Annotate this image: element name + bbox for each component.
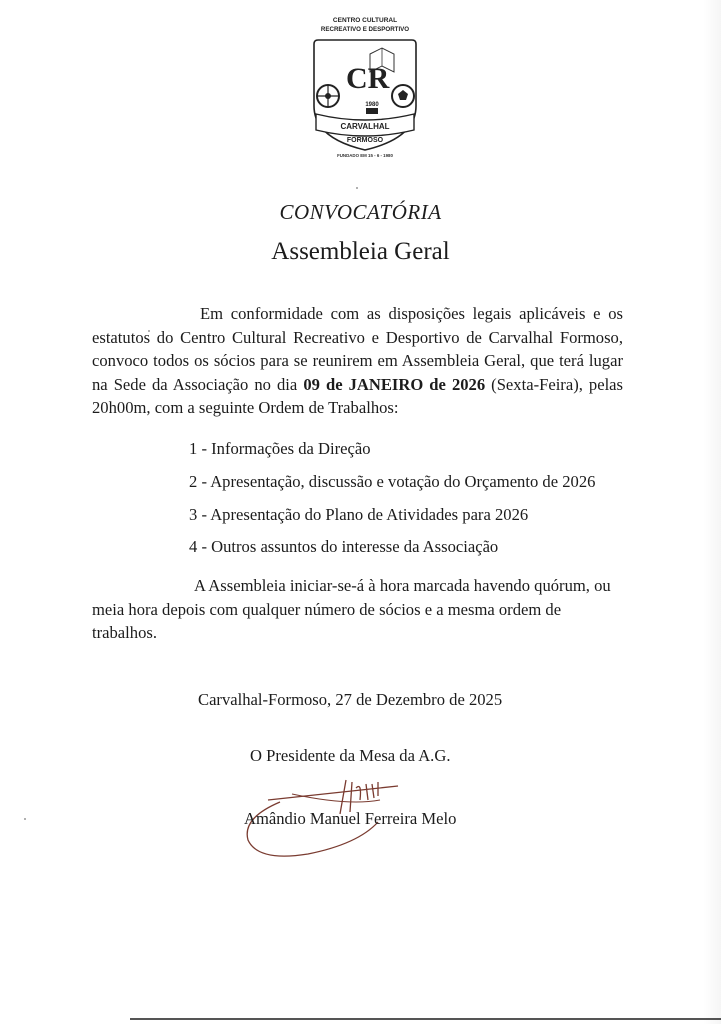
intro-text-end: (Sexta-Feira), pelas 20h00m, com a seguinte Ordem de Trabalhos: [92, 374, 623, 418]
agenda-item: 2 - Apresentação, discussão e votação do Orçamento de 2026 [189, 471, 596, 491]
closing-text: A Assembleia iniciar-se-á à hora marcada havendo quórum, ou meia hora depois com qualquer número de sócios e a mesma ordem de trabalhos. [92, 576, 611, 643]
logo-ribbon-text-1: CARVALHAL [340, 122, 390, 131]
agenda-list [189, 438, 595, 569]
place-and-date: Carvalhal-Formoso, 27 de Dezembro de 2025 [198, 690, 503, 709]
association-logo [300, 10, 430, 160]
document-title: CONVOCATÓRIA [279, 200, 442, 224]
logo-emblem [300, 10, 430, 160]
logo-ribbon-text-2: FORMOSO [346, 137, 384, 144]
logo-top-text-2: RECREATIVO E DESPORTIVO [320, 26, 410, 33]
logo-top-text-1: CENTRO CULTURAL [332, 17, 398, 24]
agenda-item: 4 - Outros assuntos do interesse da Associação [189, 537, 499, 557]
signer-name: Amândio Manuel Ferreira Melo [244, 809, 457, 828]
flag-icon [366, 108, 378, 114]
logo-year: 1980 [365, 102, 379, 108]
scan-speck [356, 187, 358, 189]
signer-role: O Presidente da Mesa da A.G. [250, 746, 451, 765]
monogram-icon: CR [346, 62, 390, 95]
scan-shadow [703, 0, 721, 1024]
convocation-paragraph [92, 302, 623, 420]
document-subtitle: Assembleia Geral [271, 238, 450, 265]
closing-paragraph [92, 574, 623, 645]
scan-speck [24, 818, 26, 820]
agenda-item: 1 - Informações da Direção [189, 439, 371, 458]
agenda-item: 3 - Apresentação do Plano de Atividades para 2026 [189, 504, 529, 524]
scan-edge-line [130, 1018, 721, 1020]
logo-founded-text: FUNDADO EM 15 - 6 - 1980 [337, 153, 393, 158]
intro-text-start: Em conformidade com as disposições legais aplicáveis e os estatutos do Centro Cultural Recreativo e Desportivo de Carvalhal Formoso, convoco todos os sócios para se reunirem em Assembleia Geral, que terá lugar na Sede da Associação no dia [92, 304, 623, 394]
meeting-date: 09 de JANEIRO de 2026 [303, 374, 486, 394]
